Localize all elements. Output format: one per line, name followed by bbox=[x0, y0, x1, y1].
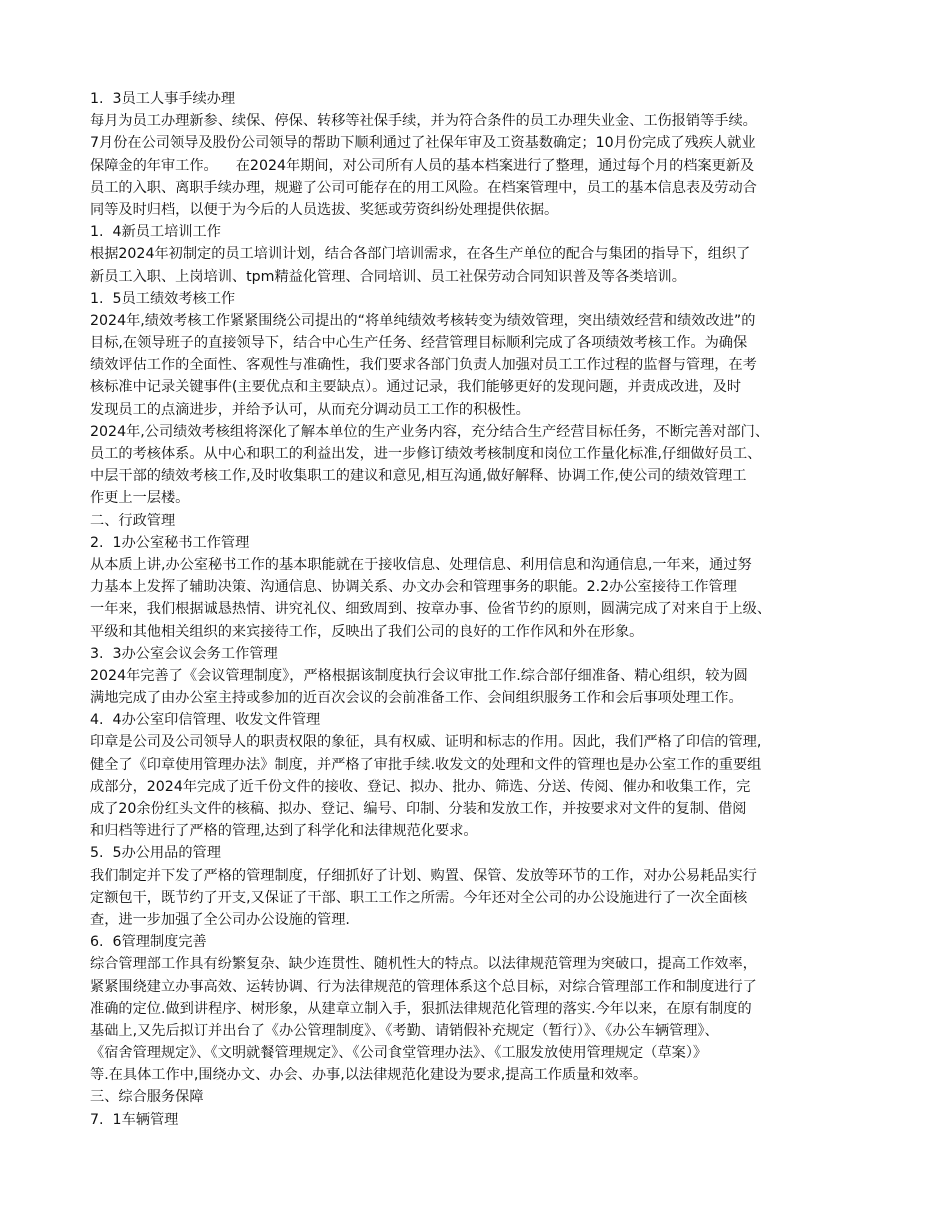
paragraph-line: 满地完成了由办公室主持或参加的近百次会议的会前准备工作、会间组织服务工作和会后事项处理工作。 bbox=[90, 690, 743, 707]
paragraph-line: 目标,在领导班子的直接领导下，结合中心生产任务、经营管理目标顺利完成了各项绩效考核工作。为确保 bbox=[90, 335, 748, 352]
section-heading: 6. 6管理制度完善 bbox=[90, 934, 207, 951]
paragraph-line: 平级和其他相关组织的来宾接待工作，反映出了我们公司的良好的工作作风和外在形象。 bbox=[90, 623, 644, 640]
paragraph-line: 员工的考核体系。从中心和职工的利益出发，进一步修订绩效考核制度和岗位工作量化标准,仔细做好员工、 bbox=[90, 446, 762, 462]
paragraph-line: 同等及时归档，以便于为今后的人员选拔、奖惩或劳资纠纷处理提供依据。 bbox=[90, 201, 559, 218]
paragraph-line: 综合管理部工作具有纷繁复杂、缺少连贯性、随机性大的特点。以法律规范管理为突破口，提高工作效率， bbox=[90, 956, 757, 973]
paragraph-line: 我们制定并下发了严格的管理制度，仔细抓好了计划、购置、保管、发放等环节的工作，对办公易耗品实行 bbox=[90, 867, 757, 884]
paragraph-line: 保障金的年审工作。 在2024年期间，对公司所有人员的基本档案进行了整理，通过每个月的档案更新及 bbox=[90, 157, 755, 174]
paragraph-line: 成了20余份红头文件的核稿、拟办、登记、编号、印制、分装和发放工作，并按要求对文件的复制、借阅 bbox=[90, 801, 747, 817]
section-heading: 2. 1办公室秘书工作管理 bbox=[90, 534, 250, 551]
paragraph-line: 准确的定位.做到讲程序、树形象，从建章立制入手，狠抓法律规范化管理的落实.今年以来，在原有制度的 bbox=[90, 1000, 752, 1017]
paragraph-line: 查，进一步加强了全公司办公设施的管理. bbox=[90, 911, 350, 928]
paragraph-line: 等.在具体工作中,围绕办文、办会、办事,以法律规范化建设为要求,提高工作质量和效率。 bbox=[90, 1067, 648, 1084]
paragraph-line: 一年来，我们根据诚恳热情、讲究礼仪、细致周到、按章办事、俭省节约的原则，圆满完成了对来自于上级、 bbox=[90, 601, 772, 618]
paragraph-line: 7月份在公司领导及股份公司领导的帮助下顺利通过了社保年审及工资基数确定；10月份完成了残疾人就业 bbox=[90, 135, 756, 152]
paragraph-line: 2024年,公司绩效考核组将深化了解本单位的生产业务内容，充分结合生产经营目标任务，不断完善对部门、 bbox=[90, 423, 770, 440]
paragraph-line: 定额包干，既节约了开支,又保证了干部、职工工作之所需。今年还对全公司的办公设施进行了一次全面核 bbox=[90, 889, 748, 906]
section-heading: 4. 4办公室印信管理、收发文件管理 bbox=[90, 712, 321, 729]
paragraph-line: 员工的入职、离职手续办理，规避了公司可能存在的用工风险。在档案管理中，员工的基本信息表及劳动合 bbox=[90, 179, 757, 196]
document-body bbox=[90, 88, 870, 1131]
section-heading: 7. 1车辆管理 bbox=[90, 1111, 179, 1128]
paragraph-line: 绩效评估工作的全面性、客观性与准确性，我们要求各部门负责人加强对员工工作过程的监督与管理，在考 bbox=[90, 357, 757, 374]
paragraph-line: 健全了《印章使用管理办法》制度，并严格了审批手续.收发文的处理和文件的管理也是办公室工作的重要组 bbox=[90, 756, 762, 773]
paragraph-line: 2024年,绩效考核工作紧紧围绕公司提出的“将单纯绩效考核转变为绩效管理，突出绩效经营和绩效改进”的 bbox=[90, 312, 756, 329]
paragraph-line: 印章是公司及公司领导人的职责权限的象征，具有权威、证明和标志的作用。因此，我们严格了印信的管理, bbox=[90, 734, 762, 751]
section-heading: 1. 4新员工培训工作 bbox=[90, 224, 221, 241]
paragraph-line: 发现员工的点滴进步，并给予认可，从而充分调动员工工作的积极性。 bbox=[90, 401, 530, 418]
paragraph-line: 2024年完善了《会议管理制度》，严格根据该制度执行会议审批工作.综合部仔细准备、精心组织，较为圆 bbox=[90, 667, 748, 684]
paragraph-line: 根据2024年初制定的员工培训计划，结合各部门培训需求，在各生产单位的配合与集团的指导下，组织了 bbox=[90, 246, 751, 263]
paragraph-line: 每月为员工办理新参、续保、停保、转移等社保手续，并为符合条件的员工办理失业金、工伤报销等手续。 bbox=[90, 113, 757, 130]
paragraph-line: 力基本上发挥了辅助决策、沟通信息、协调关系、办文办会和管理事务的职能。2.2办公室接待工作管理 bbox=[90, 579, 737, 596]
paragraph-line: 核标准中记录关键事件(主要优点和主要缺点）。通过记录，我们能够更好的发现问题，并责成改进，及时 bbox=[90, 379, 742, 396]
section-heading: 1. 3员工人事手续办理 bbox=[90, 91, 236, 107]
section-heading: 5. 5办公用品的管理 bbox=[90, 845, 221, 862]
chapter-heading: 二、行政管理 bbox=[90, 512, 176, 529]
section-heading: 3. 3办公室会议会务工作管理 bbox=[90, 645, 278, 662]
paragraph-line: 《宿舍管理规定》、《文明就餐管理规定》、《公司食堂管理办法》、《工服发放使用管理规定（草案）》 bbox=[90, 1045, 708, 1062]
paragraph-line: 作更上一层楼。 bbox=[90, 490, 190, 507]
paragraph-line: 基础上,又先后拟订并出台了《办公管理制度》、《考勤、请销假补充规定（暂行）》、《办公车辆管理》、 bbox=[90, 1022, 719, 1039]
paragraph-line: 从本质上讲,办公室秘书工作的基本职能就在于接收信息、处理信息、利用信息和沟通信息,一年来，通过努 bbox=[90, 556, 752, 573]
section-heading: 1. 5员工绩效考核工作 bbox=[90, 290, 236, 307]
paragraph-line: 和归档等进行了严格的管理,达到了科学化和法律规范化要求。 bbox=[90, 823, 478, 840]
paragraph-line: 中层干部的绩效考核工作,及时收集职工的建议和意见,相互沟通,做好解释、协调工作,使公司的绩效管理工 bbox=[90, 468, 747, 485]
paragraph-line: 紧紧围绕建立办事高效、运转协调、行为法律规范的管理体系这个总目标，对综合管理部工作和制度进行了 bbox=[90, 978, 757, 995]
chapter-heading: 三、综合服务保障 bbox=[90, 1089, 204, 1106]
paragraph-line: 新员工入职、上岗培训、tpm精益化管理、合同培训、员工社保劳动合同知识普及等各类培训。 bbox=[90, 268, 686, 285]
paragraph-line: 成部分，2024年完成了近千份文件的接收、登记、拟办、批办、筛选、分送、传阅、催办和收集工作，完 bbox=[90, 778, 751, 795]
